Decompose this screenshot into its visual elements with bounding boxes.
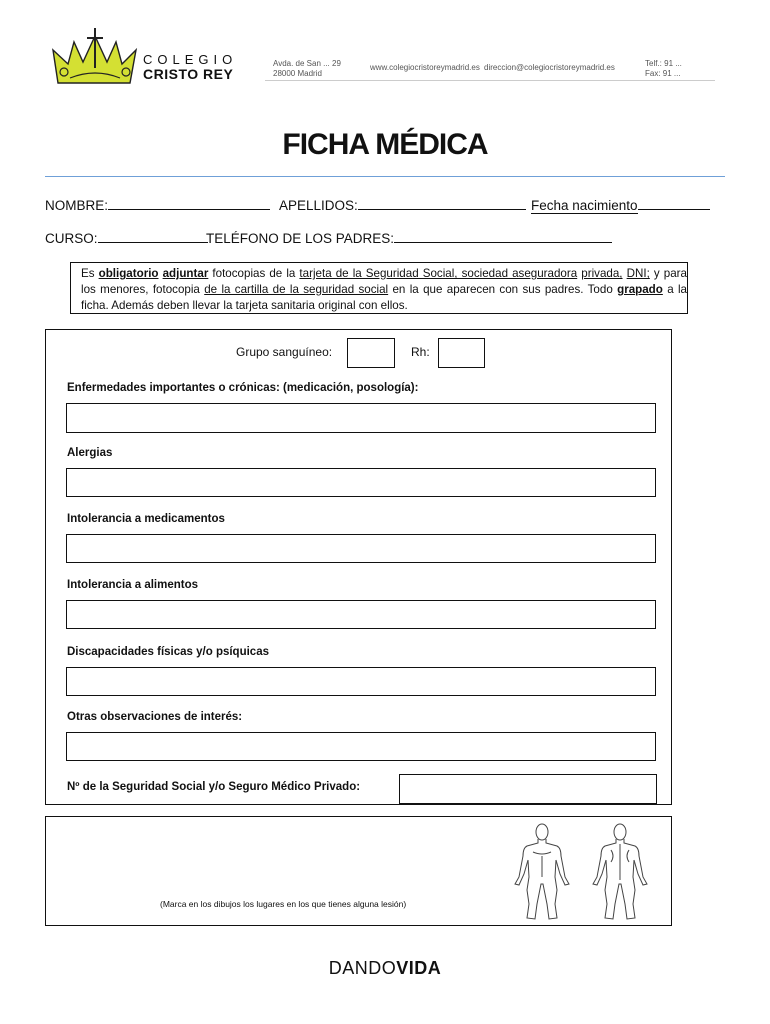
discapacidades-input[interactable] [66,667,656,696]
school-logo [50,28,140,90]
intolerancia-alimentos-input[interactable] [66,600,656,629]
email-text: direccion@colegiocristoreymadrid.es [484,63,615,72]
alergias-input[interactable] [66,468,656,497]
nombre-field[interactable] [45,197,270,213]
grupo-sanguineo-label: Grupo sanguíneo: [236,345,333,359]
discapacidades-label: Discapacidades físicas y/o psíquicas [67,646,269,658]
otras-observaciones-input[interactable] [66,732,656,761]
title-divider [45,176,725,177]
enfermedades-input[interactable] [66,403,656,433]
nombre-line[interactable] [108,197,270,210]
curso-line[interactable] [98,230,208,243]
notice-text: fotocopias de la [208,267,300,280]
body-back-figure[interactable] [593,824,647,919]
notice-adjuntar: adjuntar [162,267,209,280]
fecha-nacimiento-line[interactable] [638,197,710,210]
phone-line2: Fax: 91 ... [645,69,681,78]
phone-line1: Telf.: 91 ... [645,59,682,68]
nombre-label: NOMBRE: [45,198,109,213]
fecha-nacimiento-field[interactable] [531,197,710,213]
school-name-line1: COLEGIO [143,52,238,67]
body-map-note: (Marca en los dibujos los lugares en los que tienes alguna lesión) [160,899,407,909]
notice-privada: privada, [581,267,623,280]
curso-field[interactable] [45,230,208,246]
notice-text: Es [81,267,99,280]
page-title: FICHA MÉDICA [282,128,488,161]
notice-tarjeta: tarjeta de la Seguridad Social, sociedad aseguradora [299,267,578,280]
telefono-line[interactable] [394,230,612,243]
telefono-label: TELÉFONO DE LOS PADRES: [206,231,395,246]
apellidos-label: APELLIDOS: [279,198,358,213]
footer-part1: DANDO [328,958,397,978]
rh-label: Rh: [411,345,430,359]
apellidos-field[interactable] [279,197,526,213]
apellidos-line[interactable] [358,197,526,210]
intolerancia-medicamentos-label: Intolerancia a medicamentos [67,513,225,525]
notice-box [70,262,688,314]
body-map-figures[interactable] [507,822,657,924]
address-line2: 28000 Madrid [273,69,322,78]
curso-label: CURSO: [45,231,98,246]
website-text: www.colegiocristoreymadrid.es [370,63,480,72]
telefono-field[interactable] [206,230,612,246]
rh-input[interactable] [438,338,485,368]
intolerancia-medicamentos-input[interactable] [66,534,656,563]
notice-dni: DNI; [626,267,650,280]
seguridad-social-label: Nº de la Seguridad Social y/o Seguro Médico Privado: [67,781,361,793]
fecha-nacimiento-label: Fecha nacimiento [531,198,638,213]
notice-obligatorio: obligatorio [98,267,159,280]
enfermedades-label: Enfermedades importantes o crónicas: (medicación, posología): [67,382,419,394]
notice-text: a la ficha. Además deben llevar la tarjeta sanitaria original con ellos. [81,283,688,312]
footer-slogan [0,958,770,979]
notice-text: en la que aparecen con sus padres. Todo [388,283,618,296]
otras-observaciones-label: Otras observaciones de interés: [67,711,243,723]
seguridad-social-input[interactable] [399,774,657,804]
address-line1: Avda. de San ... 29 [273,59,341,68]
alergias-label: Alergias [67,447,113,459]
intolerancia-alimentos-label: Intolerancia a alimentos [67,579,199,591]
body-front-figure[interactable] [515,824,569,919]
notice-text: y para los menores, fotocopia [81,267,687,296]
footer-part2: VIDA [396,958,442,978]
grupo-sanguineo-input[interactable] [347,338,395,368]
school-name-line2: CRISTO REY [143,66,234,82]
notice-grapado: grapado [617,283,663,296]
notice-cartilla: de la cartilla de la seguridad social [204,283,389,296]
header-divider [265,80,715,81]
